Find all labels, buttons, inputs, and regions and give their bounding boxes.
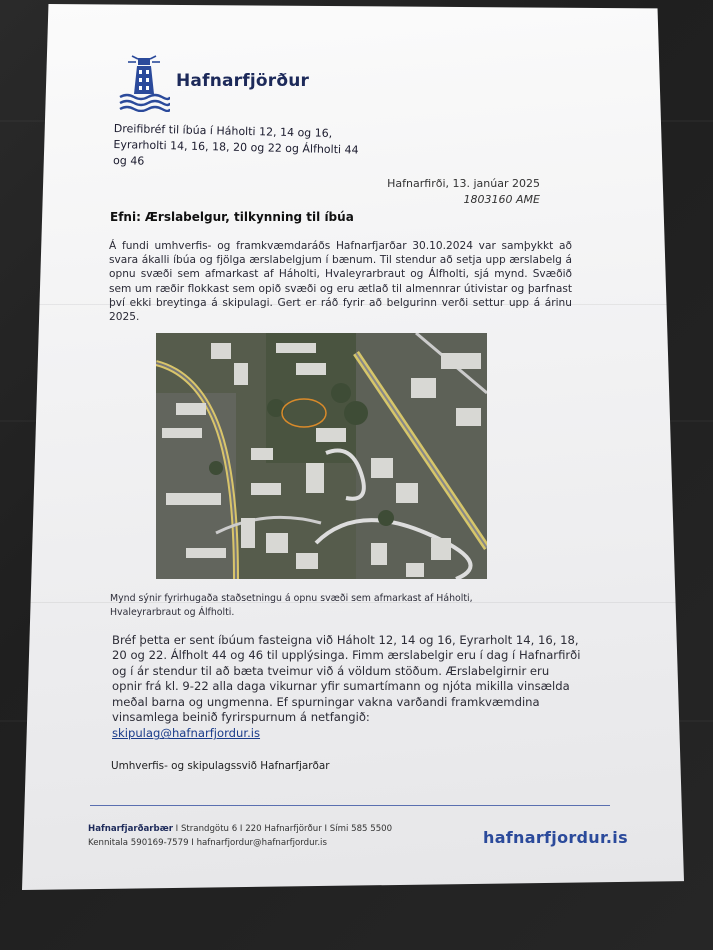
- signoff: Umhverfis- og skipulagssvið Hafnarfjarðar: [111, 760, 330, 772]
- brand-name: Hafnarfjörður: [176, 71, 310, 91]
- info-paragraph-text: Bréf þetta er sent íbúum fasteigna við Háholt 12, 14 og 16, Eyrarholt 14, 16, 18, 20 og 22. Álfholt 44 og 46 til upplýsinga. Fimm ærslabelgir eru í dag í Hafnarfirði og í ár stendur til að bæta tveimur við á völdum stöðum. Ærslabelgirnir eru opnir frá kl. 9-22 alla daga vikurnar yfir sumartímann og njóta mikilla vinsælda meðal barna og ungmenna. Ef spurningar vakna varðandi framkvæmdina vinsamlega beinið fyrirspurnum á netfangið:: [112, 633, 581, 725]
- reference-number: 1803160 AME: [463, 193, 540, 206]
- lighthouse-logo-icon: [118, 50, 170, 112]
- recipients-line: Dreifibréf til íbúa í Háholti 12, 14 og 16,: [113, 121, 333, 140]
- place-date-block: [387, 176, 540, 208]
- subject-line: [110, 210, 354, 224]
- footer-address-rest: I Strandgötu 6 I 220 Hafnarfjörður I Sími 585 5500: [172, 824, 393, 834]
- footer-address: [88, 822, 392, 850]
- recipients-block: [113, 121, 374, 175]
- contact-email-link[interactable]: skipulag@hafnarfjordur.is: [112, 726, 261, 741]
- subject-text: Ærslabelgur, tilkynning til íbúa: [144, 210, 354, 224]
- subject-label: Efni:: [110, 210, 141, 224]
- recipients-line: Eyrarholti 14, 16, 18, 20 og 22 og Álfholti 44 og 46: [112, 137, 359, 168]
- info-paragraph: [112, 633, 582, 742]
- footer-divider: [90, 805, 610, 806]
- aerial-map-photo: [156, 333, 487, 579]
- footer-contact: Kennitala 590169-7579 I hafnarfjordur@hafnarfjordur.is: [88, 838, 327, 848]
- footer-org: Hafnarfjarðarbær: [88, 824, 173, 834]
- footer-website: hafnarfjordur.is: [483, 828, 628, 847]
- photo-caption: Mynd sýnir fyrirhugaða staðsetningu á opnu svæði sem afmarkast af Háholti, Hvaleyrarbraut og Álfholti.: [110, 593, 473, 618]
- place-date: Hafnarfirði, 13. janúar 2025: [387, 177, 540, 190]
- intro-paragraph: Á fundi umhverfis- og framkvæmdaráðs Hafnarfjarðar 30.10.2024 var samþykkt að svara ákalli íbúa og fjölga ærslabelgjum í bænum. Til stendur að setja upp ærslabelg á opnu svæði sem afmarkast af Háholti, Hvaleyrarbraut og Álfholti, sjá mynd. Svæðið sem um ræðir flokkast sem opið svæði og eru ætlað til almennrar útivistar og þarfnast því ekki breytinga á skipulagi. Gert er ráð fyrir að belgurinn verði settur upp á árinu 2025.: [109, 240, 572, 324]
